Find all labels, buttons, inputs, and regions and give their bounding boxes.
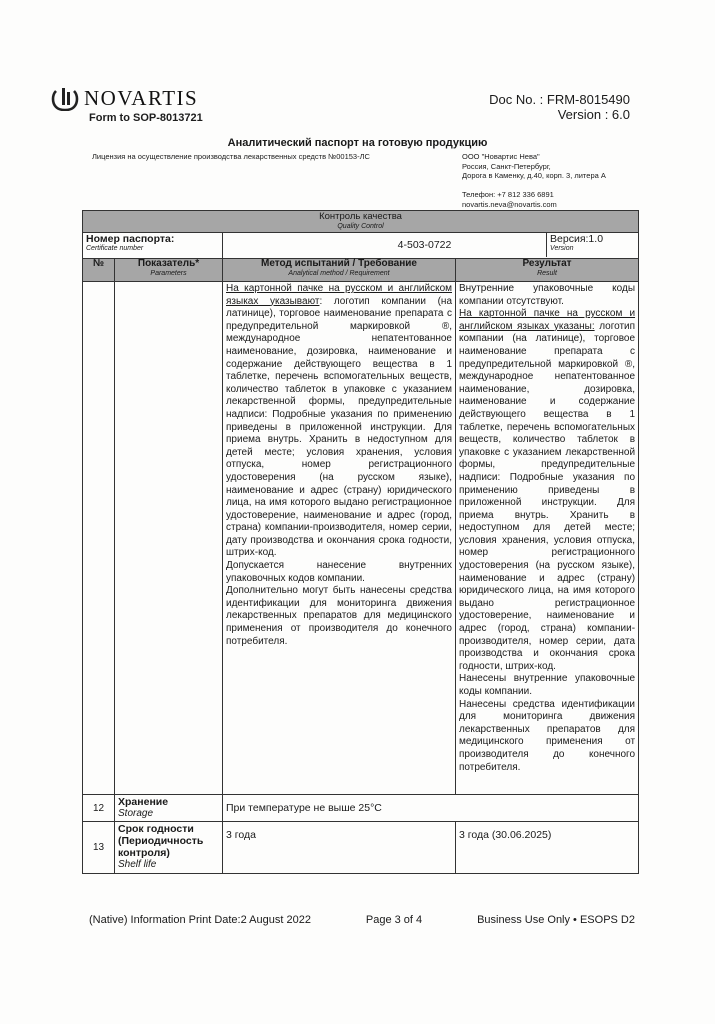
result-internal-codes: Внутренние упаковочные коды компании отсутствуют. — [459, 283, 636, 307]
storage-label-en: Storage — [118, 808, 154, 819]
method-requirement-underlined: На картонной пачке на русском и английском языках указывают — [226, 283, 452, 307]
certificate-label: Номер паспорта: — [86, 233, 175, 245]
result-identification-applied: Нанесены средства идентификации для мониторинга движения лекарственных препаратов для медицинского применения от производителя до конечного потребителя. — [459, 698, 636, 773]
print-info: (Native) Information Print Date:2 August 2022 — [89, 914, 311, 926]
document-number-block — [470, 92, 630, 122]
column-parameters-en: Parameters — [150, 270, 187, 277]
company-name: ООО "Новартис Нева" — [462, 152, 540, 161]
table-row-shelf-life — [83, 822, 639, 874]
storage-param-cell — [115, 795, 223, 822]
novartis-logo-icon — [50, 87, 80, 111]
column-parameters-label: Показатель* — [137, 258, 200, 269]
version-label-en: Version — [550, 245, 574, 252]
company-city: Россия, Санкт-Петербург, — [462, 161, 551, 171]
section-title: Контроль качества — [319, 211, 402, 222]
shelf-life-label-en: Shelf life — [118, 859, 157, 870]
form-reference: Form to SOP-8013721 — [89, 112, 203, 124]
table-row-storage — [83, 795, 639, 822]
result-underlined: На картонной пачке на русском и английском языках указаны: — [459, 308, 636, 332]
column-result-label: Результат — [522, 258, 572, 269]
shelf-life-param-cell — [115, 822, 223, 874]
packaging-method-cell — [223, 282, 456, 795]
column-parameters — [115, 259, 223, 282]
method-requirement-identification: Дополнительно могут быть нанесены средства идентификации для мониторинга движения лекарственных препаратов для медицинского применения от производителя до конечного потребителя. — [226, 585, 452, 647]
certificate-label-cell — [83, 233, 223, 259]
company-phone: Телефон: +7 812 336 6891 — [462, 190, 554, 199]
company-contacts — [462, 190, 557, 210]
storage-value: При температуре не выше 25°С — [223, 795, 639, 822]
method-requirement-text: : логотип компании (на латинице), торговое наименование препарата с предупредительной маркировкой ®, международное непатентованное наименование, дозировка, наименование и содержание действующего вещества в 1 таблетке, перечень вспомогательных веществ, количество таблеток в упаковке с указанием лекарственной формы, предупредительные надписи: Подробные указания по применению приведены в приложенной инструкции. Для приема внутрь. Хранить в недоступном для детей месте; условия хранения, условия отпуска, номер регистрационного удостоверения (на русском языке), наименование и адрес (страну) юридического лица, на имя которого выдано регистрационное удостоверение, наименование и адрес (город, страна) компании-производителя, номер серии, дату производства и окончания срока годности, штрих-код. — [226, 295, 453, 559]
doc-number: Doc No. : FRM-8015490 — [489, 92, 630, 107]
classification: Business Use Only • ESOPS D2 — [477, 914, 635, 926]
row-number-13: 13 — [83, 822, 115, 874]
result-codes-applied: Нанесены внутренние упаковочные коды компании. — [459, 673, 636, 697]
section-title-en: Quality Control — [337, 223, 384, 230]
column-method-en: Analytical method / Requirement — [288, 270, 390, 277]
table-row-packaging — [83, 282, 639, 795]
column-result — [456, 259, 639, 282]
column-headers — [83, 259, 639, 282]
page-number: Page 3 of 4 — [365, 914, 423, 926]
version-label: Версия:1.0 — [550, 233, 604, 245]
column-method — [223, 259, 456, 282]
method-requirement-codes: Допускается нанесение внутренних упаковочных кодов компании. — [226, 560, 452, 584]
row-parameter-empty — [115, 282, 223, 795]
version-cell — [546, 233, 638, 257]
company-email: novartis.neva@novartis.com — [462, 200, 557, 209]
shelf-life-label: Срок годности (Периодичность контроля) — [118, 823, 204, 859]
company-street: Дорога в Каменку, д.40, корп. 3, литера А — [462, 171, 606, 180]
column-no: № — [83, 259, 115, 282]
certificate-number: 4-503-0722 — [397, 239, 452, 251]
storage-label: Хранение — [118, 796, 169, 808]
row-number-12: 12 — [83, 795, 115, 822]
section-header — [83, 211, 639, 233]
company-address — [462, 152, 606, 181]
doc-version: Version : 6.0 — [557, 107, 630, 122]
packaging-result-cell — [456, 282, 639, 795]
column-method-label: Метод испытаний / Требование — [261, 258, 417, 269]
shelf-life-method: 3 года — [223, 822, 456, 874]
license-text: Лицензия на осуществление производства лекарственных средств №00153-ЛС — [92, 152, 370, 161]
page-footer — [89, 914, 635, 926]
certificate-value-cell — [223, 233, 639, 259]
row-number-empty — [83, 282, 115, 795]
brand-name: NOVARTIS — [84, 86, 199, 110]
certificate-label-en: Certificate number — [86, 245, 144, 252]
quality-control-table — [82, 210, 639, 874]
result-text: логотип компании (на латинице), торговое наименование препарата с предупредительной маркировкой ®, международное непатентованное наименование, дозировка, наименование и содержание действующего вещества в 1 таблетке, перечень вспомогательных веществ, количество таблеток в упаковке с указанием лекарственной формы, предупредительные надписи: Подробные указания по применению приведены в приложенной инструкции. Для приема внутрь. Хранить в недоступном для детей месте; условия хранения, условия отпуска, номер регистрационного удостоверения (на русском языке), наименование и адрес (страну) юридического лица, на имя которого выдано регистрационное удостоверение, наименование и адрес (город, страна) компании-производителя, номер серии, дата производства и окончания срока годности, штрих-код. — [459, 320, 636, 672]
column-result-en: Result — [537, 270, 557, 277]
novartis-logo — [50, 86, 198, 111]
shelf-life-result: 3 года (30.06.2025) — [456, 822, 639, 874]
page-title: Аналитический паспорт на готовую продукцию — [227, 137, 488, 149]
